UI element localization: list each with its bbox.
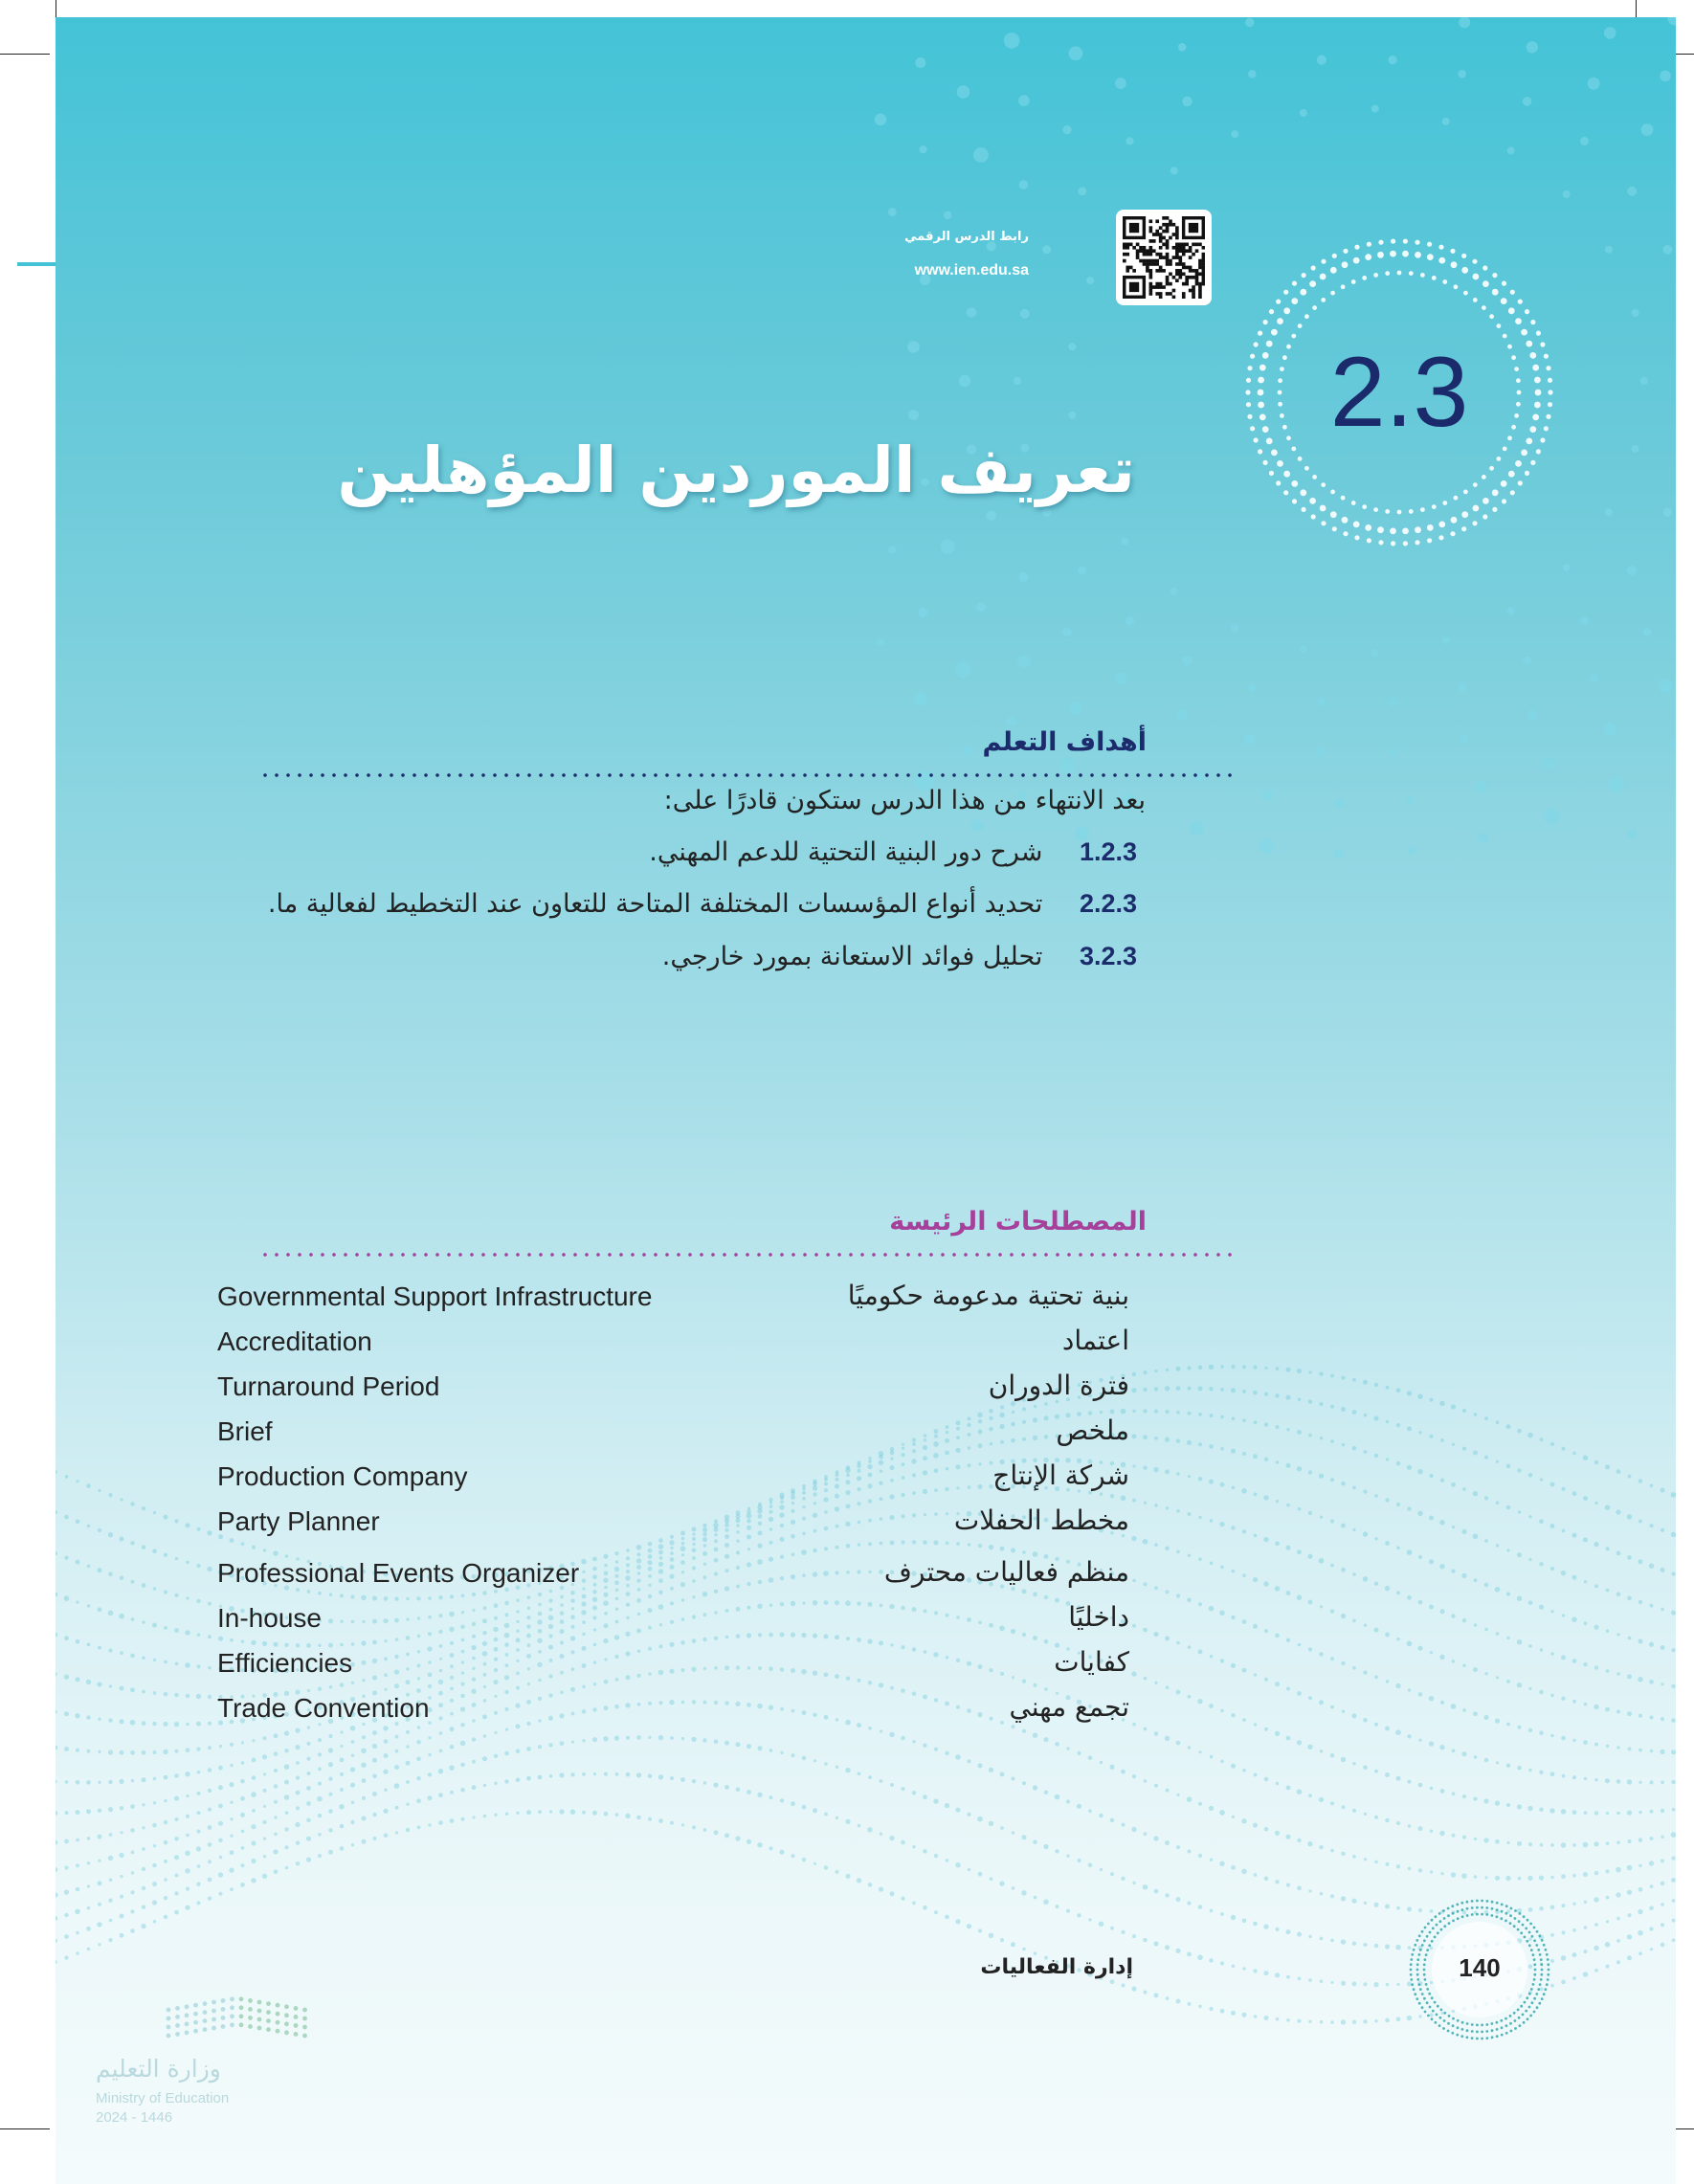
term-arabic: تجمع مهني [1009,1691,1129,1723]
term-arabic: بنية تحتية مدعومة حكوميًا [847,1280,1129,1311]
term-english: Party Planner [217,1506,380,1536]
objectives-intro: بعد الانتهاء من هذا الدرس ستكون قادرًا على: [663,786,1146,815]
term-arabic: فترة الدوران [988,1370,1129,1401]
term-english: Accreditation [217,1326,372,1356]
term-arabic: شركة الإنتاج [992,1460,1129,1491]
ministry-name-arabic: وزارة التعليم [96,2055,221,2083]
objective-number: 2.2.3 [1079,889,1137,918]
term-arabic: ملخص [1056,1415,1129,1446]
objective-item [649,837,1137,867]
objective-text: تحديد أنواع المؤسسات المختلفة المتاحة للتعاون عند التخطيط لفعالية ما. [267,889,1043,919]
key-terms-heading: المصطلحات الرئيسة [889,1207,1147,1237]
qr-code[interactable] [1116,210,1212,305]
crop-mark [0,54,50,55]
term-arabic: داخليًا [1068,1601,1129,1633]
lesson-number: 2.3 [1329,337,1469,448]
term-english: In-house [217,1603,322,1633]
ministry-name-english: Ministry of Education [96,2090,230,2106]
term-english: Governmental Support Infrastructure [217,1281,653,1311]
qr-code-icon [1123,216,1205,299]
term-english: Trade Convention [217,1693,430,1723]
digital-lesson-label: رابط الدرس الرقمي [904,230,1029,244]
term-arabic: منظم فعاليات محترف [883,1556,1129,1588]
objective-item [662,942,1137,971]
objective-text: شرح دور البنية التحتية للدعم المهني. [649,837,1043,867]
objectives-heading: أهداف التعلم [982,727,1147,757]
term-arabic: كفايات [1054,1646,1129,1678]
lesson-title: تعريف الموردين المؤهلين [337,434,1135,507]
ministry-logo-icon [163,1991,316,2039]
digital-lesson-link[interactable]: www.ien.edu.sa [914,262,1029,279]
objective-text: تحليل فوائد الاستعانة بمورد خارجي. [661,942,1043,971]
section-tab-marker [17,262,56,266]
term-arabic: اعتماد [1061,1325,1129,1356]
page-number: 140 [1459,1953,1501,1982]
key-terms-divider [259,1253,1236,1257]
term-english: Production Company [217,1461,468,1491]
term-english: Efficiencies [217,1648,353,1678]
term-english: Professional Events Organizer [217,1558,580,1588]
page [56,17,1676,2184]
term-arabic: مخطط الحفلات [953,1504,1129,1536]
book-title: إدارة الفعاليات [980,1955,1133,1979]
objectives-divider [259,773,1236,777]
term-english: Brief [217,1416,273,1446]
edition-year: 2024 - 1446 [96,2109,173,2126]
objective-number: 3.2.3 [1079,942,1137,970]
crop-mark [0,2128,50,2129]
term-english: Turnaround Period [217,1371,440,1401]
objective-item [268,889,1137,919]
objective-number: 1.2.3 [1079,837,1137,866]
